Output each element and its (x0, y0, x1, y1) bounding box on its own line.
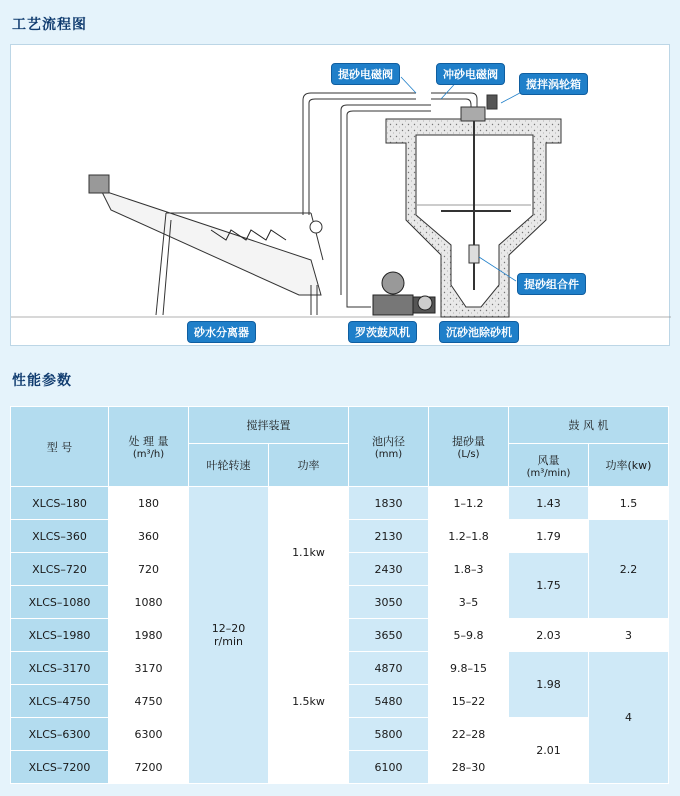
cell-capacity: 3170 (109, 652, 189, 685)
header-capacity (109, 407, 189, 487)
cell-blower-power: 2.2 (589, 520, 669, 619)
cell-diameter: 2130 (349, 520, 429, 553)
header-model: 型 号 (11, 407, 109, 487)
cell-capacity: 7200 (109, 751, 189, 784)
cell-model: XLCS–4750 (11, 685, 109, 718)
cell-air: 1.98 (509, 652, 589, 718)
label-blower: 罗茨鼓风机 (348, 321, 417, 343)
cell-diameter: 6100 (349, 751, 429, 784)
speed-unit: r/min (214, 635, 243, 648)
header-power: 功率 (269, 444, 349, 487)
process-flow-diagram (10, 44, 670, 346)
cell-blower-power: 4 (589, 652, 669, 784)
cell-diameter: 2430 (349, 553, 429, 586)
cell-impeller-speed (189, 487, 269, 784)
cell-model: XLCS–1980 (11, 619, 109, 652)
cell-sand: 9.8–15 (429, 652, 509, 685)
cell-diameter: 4870 (349, 652, 429, 685)
cell-diameter: 3050 (349, 586, 429, 619)
label-flush-valve: 冲砂电磁阀 (436, 63, 505, 85)
cell-air: 2.03 (509, 619, 589, 652)
header-sand-lift-unit: (L/s) (457, 449, 480, 460)
cell-sand: 1.2–1.8 (429, 520, 509, 553)
cell-sand: 22–28 (429, 718, 509, 751)
header-sand-lift-label: 提砂量 (452, 435, 485, 448)
header-blower-power: 功率(kw) (589, 444, 669, 487)
sand-water-separator (89, 175, 323, 315)
cell-blower-power: 1.5 (589, 487, 669, 520)
roots-blower (373, 272, 435, 315)
cell-capacity: 6300 (109, 718, 189, 751)
header-capacity-unit: (m³/h) (132, 449, 165, 460)
cell-diameter: 1830 (349, 487, 429, 520)
header-air-volume (509, 444, 589, 487)
cell-capacity: 180 (109, 487, 189, 520)
cell-capacity: 360 (109, 520, 189, 553)
cell-air: 1.75 (509, 553, 589, 619)
header-impeller-speed: 叶轮转速 (189, 444, 269, 487)
cell-model: XLCS–720 (11, 553, 109, 586)
cell-air: 1.79 (509, 520, 589, 553)
cell-model: XLCS–3170 (11, 652, 109, 685)
cell-air: 2.01 (509, 718, 589, 784)
label-lift-assembly: 提砂组合件 (517, 273, 586, 295)
header-capacity-label: 处 理 量 (128, 435, 169, 448)
cell-sand: 1.8–3 (429, 553, 509, 586)
cell-sand: 3–5 (429, 586, 509, 619)
cell-sand: 15–22 (429, 685, 509, 718)
header-air-volume-label: 风量 (537, 453, 560, 467)
performance-table (10, 406, 669, 784)
header-diameter (349, 407, 429, 487)
cell-air: 1.43 (509, 487, 589, 520)
table-row (11, 487, 669, 520)
flow-diagram-title: 工艺流程图 (12, 17, 87, 33)
header-blower: 鼓 风 机 (509, 407, 669, 444)
cell-sand: 28–30 (429, 751, 509, 784)
cell-sand: 1–1.2 (429, 487, 509, 520)
table-row (11, 619, 669, 652)
cell-blower-power: 3 (589, 619, 669, 652)
cell-model: XLCS–7200 (11, 751, 109, 784)
cell-model: XLCS–180 (11, 487, 109, 520)
label-sand-tank: 沉砂池除砂机 (439, 321, 519, 343)
label-gearbox: 搅拌涡轮箱 (519, 73, 588, 95)
header-stirrer: 搅拌装置 (189, 407, 349, 444)
label-lift-valve: 提砂电磁阀 (331, 63, 400, 85)
cell-stir-power-1: 1.1kw (269, 487, 349, 619)
cell-diameter: 3650 (349, 619, 429, 652)
cell-sand: 5–9.8 (429, 619, 509, 652)
cell-diameter: 5800 (349, 718, 429, 751)
cell-capacity: 4750 (109, 685, 189, 718)
cell-diameter: 5480 (349, 685, 429, 718)
cell-model: XLCS–6300 (11, 718, 109, 751)
cell-model: XLCS–1080 (11, 586, 109, 619)
cell-capacity: 720 (109, 553, 189, 586)
header-diameter-unit: (mm) (374, 449, 403, 460)
header-diameter-label: 池内径 (372, 435, 405, 448)
speed-value: 12–20 (211, 622, 246, 635)
header-air-volume-unit: (m³/min) (526, 467, 571, 479)
params-title: 性能参数 (12, 373, 72, 389)
cell-capacity: 1980 (109, 619, 189, 652)
cell-stir-power-2: 1.5kw (269, 619, 349, 784)
cell-capacity: 1080 (109, 586, 189, 619)
label-separator: 砂水分离器 (187, 321, 256, 343)
cell-model: XLCS–360 (11, 520, 109, 553)
header-sand-lift (429, 407, 509, 487)
